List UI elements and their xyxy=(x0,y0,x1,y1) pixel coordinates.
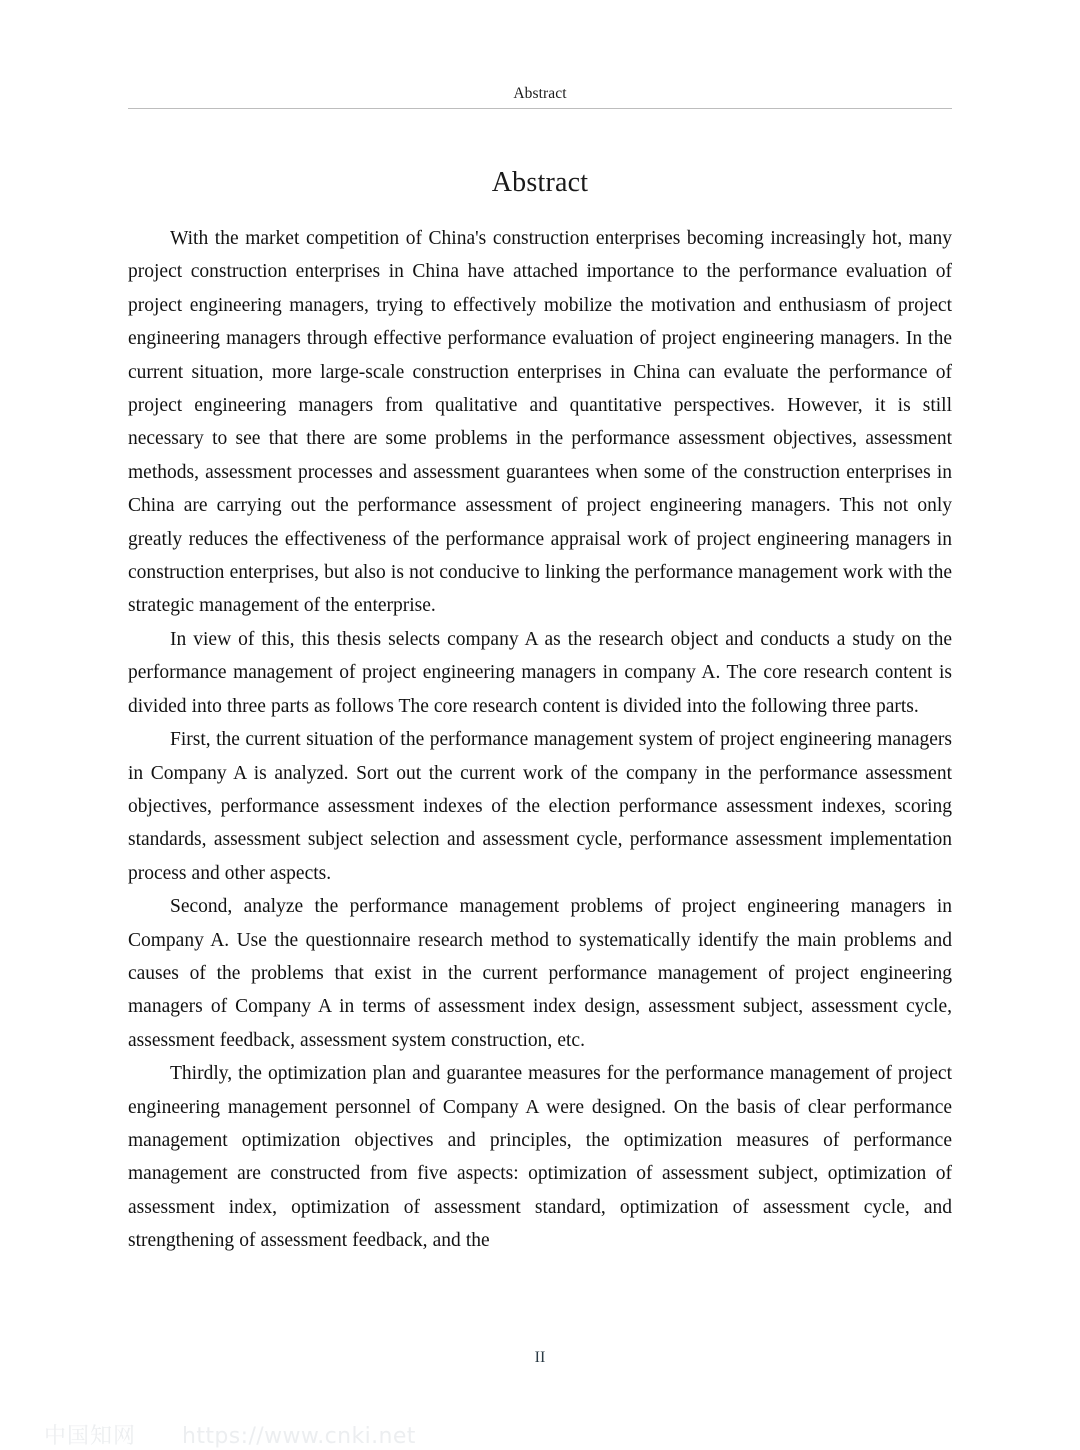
paragraph: With the market competition of China's construction enterprises becoming increasingly hot, many project construction enterprises in China have attached importance to the performance evaluation of project engineering managers, trying to effectively mobilize the motivation and enthusiasm of project engineering managers through effective performance evaluation of project engineering managers. In the current situation, more large-scale construction enterprises in China can evaluate the performance of project engineering managers from qualitative and quantitative perspectives. However, it is still necessary to see that there are some problems in the performance assessment objectives, assessment methods, assessment processes and assessment guarantees when some of the construction enterprises in China are carrying out the performance assessment of project engineering managers. This not only greatly reduces the effectiveness of the performance appraisal work of project engineering managers in construction enterprises, but also is not conducive to linking the performance management work with the strategic management of the enterprise. xyxy=(128,228,952,617)
paragraph: Second, analyze the performance management problems of project engineering managers in Company A. Use the questionnaire research method to systematically identify the main problems and causes of the problems that exist in the current performance management of project engineering managers of Company A in terms of assessment index design, assessment subject, assessment cycle, assessment feedback, assessment system construction, etc. xyxy=(128,896,952,1051)
paragraph: Thirdly, the optimization plan and guarantee measures for the performance management of project engineering management personnel of Company A were designed. On the basis of clear performance management optimization objectives and principles, the optimization measures of performance management are constructed from five aspects: optimization of assessment subject, optimization of assessment index, optimization of assessment standard, optimization of assessment cycle, and strengthening of assessment feedback, and the xyxy=(128,1063,952,1252)
header-rule xyxy=(128,108,952,109)
page-title: Abstract xyxy=(491,166,589,198)
watermark-publisher-name: 中国知网 xyxy=(44,1424,137,1449)
running-header: Abstract xyxy=(513,85,567,102)
paragraph: First, the current situation of the performance management system of project engineering managers in Company A is analyzed. Sort out the current work of the company in the performance assessment objectives, performance assessment indexes of the election performance assessment indexes, scoring standards, assessment subject selection and assessment cycle, performance assessment implementation process and other aspects. xyxy=(128,729,952,884)
paragraph: In view of this, this thesis selects company A as the research object and conducts a study on the performance management of project engineering managers in company A. The core research content is divided into three parts as follows The core research content is divided into the following three parts. xyxy=(128,628,952,717)
page-number: II xyxy=(534,1349,546,1366)
abstract-body xyxy=(128,222,952,1258)
watermark xyxy=(44,1424,416,1450)
watermark-url: https://www.cnki.net xyxy=(182,1424,416,1449)
